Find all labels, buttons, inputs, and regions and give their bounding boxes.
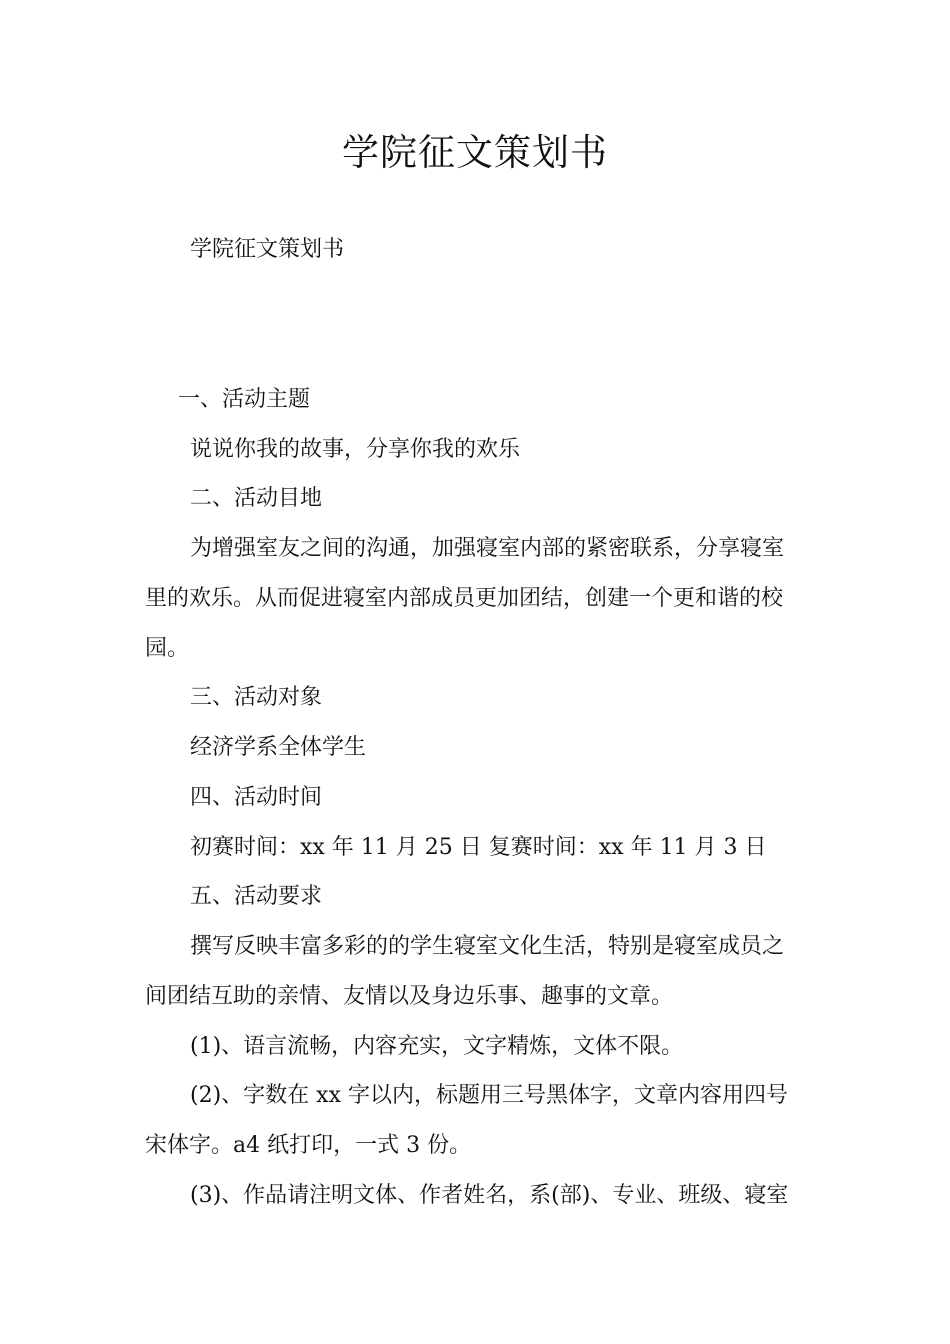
section-3-body: 经济学系全体学生 — [190, 735, 367, 760]
section-2-heading: 二、活动目地 — [190, 486, 323, 511]
requirement-1: (1)、语言流畅，内容充实，文字精炼，文体不限。 — [190, 1034, 684, 1059]
section-5-heading: 五、活动要求 — [190, 884, 323, 909]
section-3-heading: 三、活动对象 — [190, 685, 323, 710]
section-1-heading: 一、活动主题 — [178, 387, 311, 412]
section-2-body-line-3: 园。 — [145, 636, 190, 661]
section-5-body-line-1: 撰写反映丰富多彩的的学生寝室文化生活，特别是寝室成员之 — [190, 934, 785, 959]
section-2-body-line-2: 里的欢乐。从而促进寝室内部成员更加团结，创建一个更和谐的校 — [145, 586, 784, 611]
section-2-body-line-1: 为增强室友之间的沟通，加强寝室内部的紧密联系，分享寝室 — [190, 536, 785, 561]
requirement-3-line-1: (3)、作品请注明文体、作者姓名，系(部)、专业、班级、寝室 — [190, 1183, 789, 1208]
document-title: 学院征文策划书 — [342, 131, 608, 174]
section-5-body-line-2: 间团结互助的亲情、友情以及身边乐事、趣事的文章。 — [145, 984, 674, 1009]
requirement-2-line-2: 宋体字。a4 纸打印，一式 3 份。 — [145, 1133, 472, 1158]
document-subtitle: 学院征文策划书 — [190, 237, 345, 262]
section-1-body: 说说你我的故事，分享你我的欢乐 — [190, 437, 521, 462]
section-4-body: 初赛时间：xx 年 11 月 25 日 复赛时间：xx 年 11 月 3 日 — [190, 835, 767, 860]
section-4-heading: 四、活动时间 — [190, 785, 323, 810]
requirement-2-line-1: (2)、字数在 xx 字以内，标题用三号黑体字，文章内容用四号 — [190, 1083, 788, 1108]
